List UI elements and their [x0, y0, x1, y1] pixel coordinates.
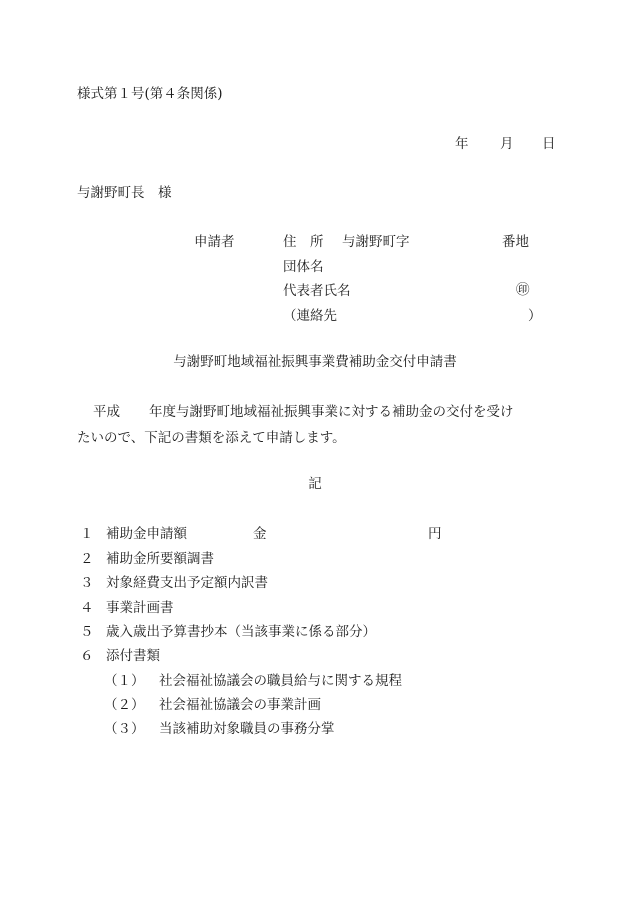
list-item-number: ３: [80, 575, 94, 591]
list-item-number: １: [80, 526, 94, 542]
document-title: 与謝野町地域福祉振興事業費補助金交付申請書: [173, 354, 457, 370]
list-item-number: ４: [80, 600, 94, 616]
ki-heading: 記: [308, 476, 322, 492]
address-suffix: 番地: [502, 234, 529, 250]
sub-item-number: （２）: [104, 697, 145, 713]
group-name-label: 団体名: [283, 259, 324, 275]
sub-item-number: （３）: [104, 721, 145, 737]
sub-item: 社会福祉協議会の事業計画: [159, 697, 321, 713]
list-item-number: ６: [80, 648, 94, 664]
sub-item: 社会福祉協議会の職員給与に関する規程: [159, 673, 402, 689]
seal-mark: ㊞: [516, 282, 530, 298]
sub-item-number: （１）: [104, 673, 145, 689]
list-item: 事業計画書: [106, 600, 174, 616]
list-item: 対象経費支出予定額内訳書: [106, 575, 268, 591]
amount-unit: 円: [428, 526, 442, 542]
body-line-2: たいので、下記の書類を添えて申請します。: [77, 430, 346, 446]
contact-open: （連絡先: [283, 308, 337, 324]
body-era: 平成: [93, 404, 120, 420]
list-item: 添付書類: [106, 648, 160, 664]
applicant-label: 申請者: [194, 234, 235, 250]
date-day: 日: [542, 136, 556, 152]
addressee: 与謝野町長 様: [77, 185, 172, 201]
address-value: 与謝野町字: [342, 234, 410, 250]
form-number: 様式第１号(第４条関係): [77, 86, 223, 102]
list-item-number: ２: [80, 551, 94, 567]
representative-label: 代表者氏名: [283, 283, 351, 299]
list-item: 補助金申請額: [106, 526, 187, 542]
address-label: 住 所: [283, 234, 324, 250]
amount-prefix: 金: [253, 526, 267, 542]
list-item: 補助金所要額調書: [106, 551, 214, 567]
list-item: 歳入歳出予算書抄本（当該事業に係る部分）: [106, 624, 376, 640]
date-year: 年: [455, 136, 469, 152]
list-item-number: ５: [80, 624, 94, 640]
body-line-1: 年度与謝野町地域福祉振興事業に対する補助金の交付を受け: [149, 404, 514, 420]
contact-close: ）: [528, 308, 542, 324]
date-month: 月: [500, 136, 514, 152]
sub-item: 当該補助対象職員の事務分掌: [159, 721, 335, 737]
